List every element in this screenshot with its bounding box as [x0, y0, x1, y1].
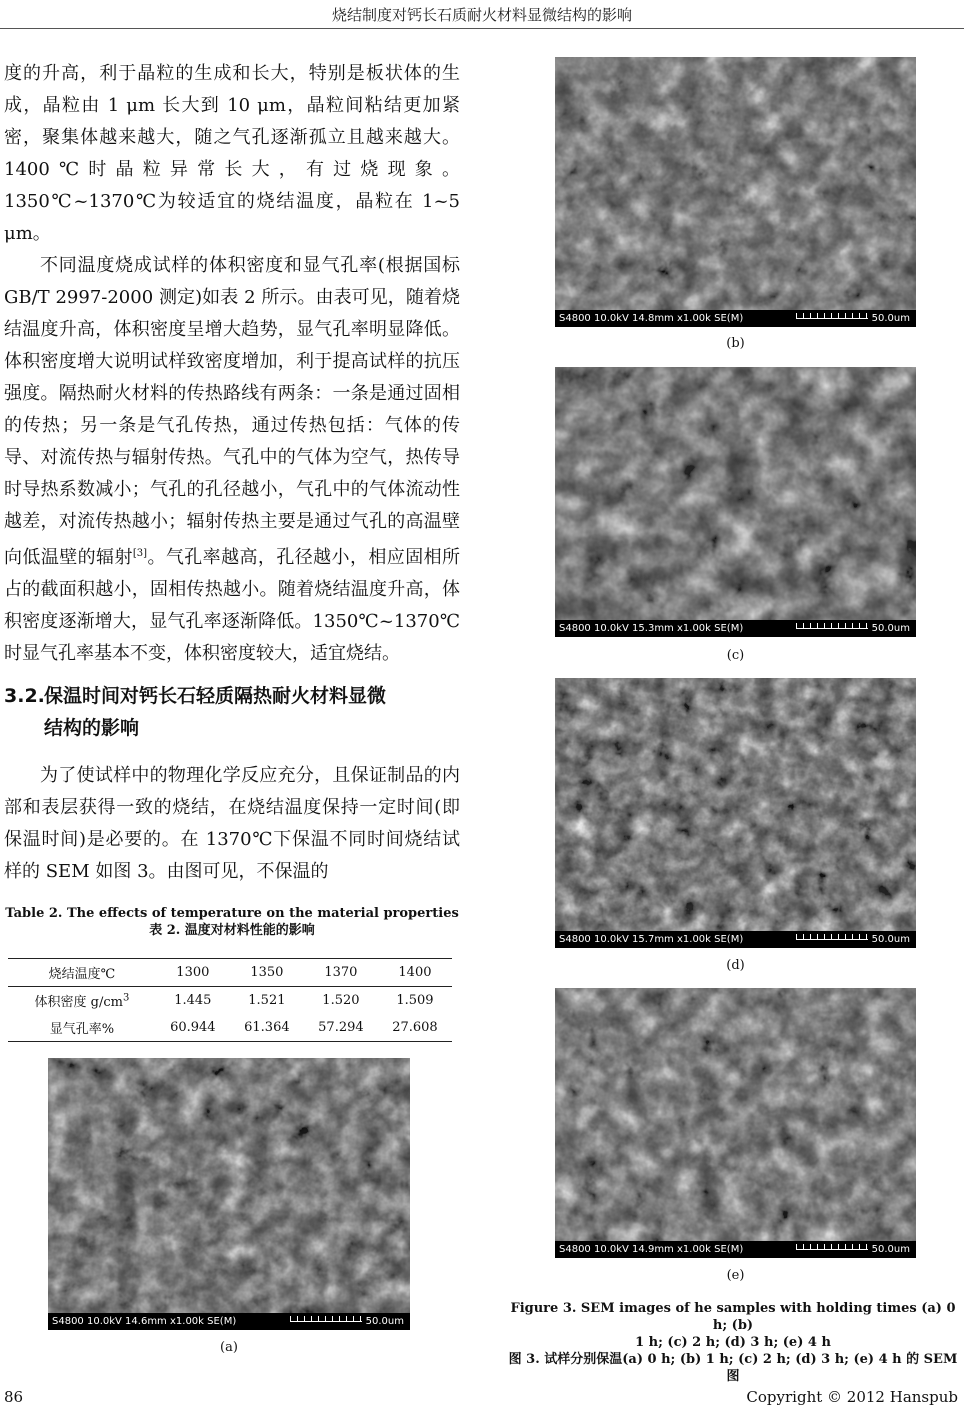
- sem-image-e: [555, 988, 916, 1258]
- citation-ref[interactable]: [3]: [132, 548, 148, 559]
- section-heading: [4, 680, 464, 744]
- panel-label-e: (e): [726, 1268, 745, 1283]
- panel-label-d: (d): [726, 958, 745, 973]
- table-caption-zh: 表 2. 温度对材料性能的影响: [149, 923, 315, 938]
- sem-image-c: [555, 367, 916, 637]
- page-number: 86: [4, 1388, 24, 1406]
- sem-info-bar: [48, 1313, 410, 1330]
- section-title-line-2: 结构的影响: [44, 717, 140, 739]
- table-cell: 1.520: [322, 993, 360, 1008]
- table-cell: 57.294: [304, 1014, 378, 1042]
- figure-caption-zh: 图 3. 试样分别保温(a) 0 h; (b) 1 h; (c) 2 h; (d) 3 h; (e) 4 h 的 SEM 图: [508, 1352, 958, 1384]
- paragraph-2-part-a: 不同温度烧成试样的体积密度和显气孔率(根据国标 GB/T 2997-2000 测定)如表 2 所示。由表可见，随着烧结温度升高，体积密度呈增大趋势，显气孔率明显降低。体积密度增大说明试样致密度增加，利于提高试样的抗压强度。隔热耐火材料的传热路线有两条：一条是通过固相的传热；另一条是气孔传热，通过传热包括：气体的传导、对流传热与辐射传热。气孔中的气体为空气，热传导时导热系数减小；气孔的孔径越小，气孔中的气体流动性越差，对流传热越小；辐射传热主要是通过气孔的高温壁向低温壁的辐射: [4, 255, 460, 568]
- scale-label: 50.0um: [871, 623, 910, 634]
- scale-bar: [290, 1316, 362, 1322]
- paragraph-2: [4, 250, 460, 670]
- table-header-row: [8, 959, 452, 987]
- sem-info-text: S4800 10.0kV 15.7mm x1.00k SE(M): [559, 934, 744, 945]
- figure-caption-en-1: Figure 3. SEM images of he samples with holding times (a) 0 h; (b): [510, 1301, 956, 1333]
- sem-texture: [555, 367, 916, 637]
- scale-label: 50.0um: [365, 1316, 404, 1327]
- scale-label: 50.0um: [871, 934, 910, 945]
- table-header-cell: 1300: [156, 959, 230, 987]
- section-title-line-1: 保温时间对钙长石轻质隔热耐火材料显微: [44, 685, 387, 707]
- scale-label: 50.0um: [871, 313, 910, 324]
- scale-bar: [796, 623, 868, 629]
- paragraph-2-part-b: 。气孔率越高，孔径越小，相应固相所占的截面积越小，固相传热越小。随着烧结温度升高，体积密度逐渐增大，显气孔率逐渐降低。1350℃~1370℃时显气孔率基本不变，体积密度较大，适宜烧结。: [4, 547, 461, 664]
- left-column-text: [4, 58, 460, 670]
- sem-image-d: [555, 678, 916, 948]
- sem-info-text: S4800 10.0kV 14.9mm x1.00k SE(M): [559, 1244, 744, 1255]
- table-cell: 60.944: [156, 1014, 230, 1042]
- copyright-notice: Copyright © 2012 Hanspub: [746, 1388, 958, 1406]
- scale-bar: [796, 934, 868, 940]
- paragraph-1: 度的升高，利于晶粒的生成和长大，特别是板状体的生成，晶粒由 1 μm 长大到 10 μm，晶粒间粘结更加紧密，聚集体越来越大，随之气孔逐渐孤立且越来越大。1400℃时晶粒异常长大，有过烧现象。1350℃~1370℃为较适宜的烧结温度，晶粒在 1~5 μm。: [4, 63, 460, 244]
- sem-image-b: [555, 57, 916, 327]
- sem-texture: [555, 988, 916, 1258]
- table-header-cell: 1350: [230, 959, 304, 987]
- sem-info-text: S4800 10.0kV 14.8mm x1.00k SE(M): [559, 313, 744, 324]
- sem-info-bar: [555, 620, 916, 637]
- figure-caption-en-2: 1 h; (c) 2 h; (d) 3 h; (e) 4 h: [635, 1335, 831, 1350]
- table-header-cell: 1370: [304, 959, 378, 987]
- sem-texture: [555, 678, 916, 948]
- table-caption: [4, 905, 460, 939]
- sem-info-bar: [555, 1241, 916, 1258]
- table-cell: 61.364: [230, 1014, 304, 1042]
- table-caption-en: Table 2. The effects of temperature on the material properties: [5, 906, 459, 921]
- sem-info-text: S4800 10.0kV 14.6mm x1.00k SE(M): [52, 1316, 237, 1327]
- table-cell: 1.521: [248, 993, 286, 1008]
- panel-label-a: (a): [220, 1340, 238, 1355]
- sem-texture: [48, 1058, 410, 1330]
- sem-info-bar: [555, 931, 916, 948]
- running-header: 烧结制度对钙长石质耐火材料显微结构的影响: [331, 6, 632, 24]
- panel-label-b: (b): [726, 336, 745, 351]
- table-row-density: [8, 987, 452, 1015]
- sem-info-text: S4800 10.0kV 15.3mm x1.00k SE(M): [559, 623, 744, 634]
- table-cell: 1.509: [396, 993, 434, 1008]
- figure-caption: [505, 1300, 961, 1385]
- sem-info-bar: [555, 310, 916, 327]
- header-rule: [0, 28, 964, 29]
- table-header-cell: 烧结温度℃: [8, 959, 156, 987]
- panel-label-c: (c): [726, 648, 745, 663]
- sem-texture: [555, 57, 916, 327]
- table-cell: 27.608: [378, 1014, 452, 1042]
- scale-bar: [796, 313, 868, 319]
- row-label-density: 体积密度 $g/cm^3$: [34, 992, 130, 1010]
- left-column-text-2: [4, 760, 460, 888]
- scale-bar: [796, 1244, 868, 1250]
- paragraph-3: 为了使试样中的物理化学反应充分，且保证制品的内部和表层获得一致的烧结，在烧结温度保持一定时间(即保温时间)是必要的。在 1370℃下保温不同时间烧结试样的 SEM 如图 3。由图可见，不保温的: [4, 765, 460, 882]
- scale-label: 50.0um: [871, 1244, 910, 1255]
- sem-image-a: [48, 1058, 410, 1330]
- row-label-porosity: 显气孔率%: [8, 1014, 156, 1042]
- table-header-cell: 1400: [378, 959, 452, 987]
- section-number: 3.2.: [4, 685, 45, 707]
- properties-table: [8, 958, 452, 1042]
- table-cell: 1.445: [174, 993, 212, 1008]
- table-row-porosity: [8, 1014, 452, 1042]
